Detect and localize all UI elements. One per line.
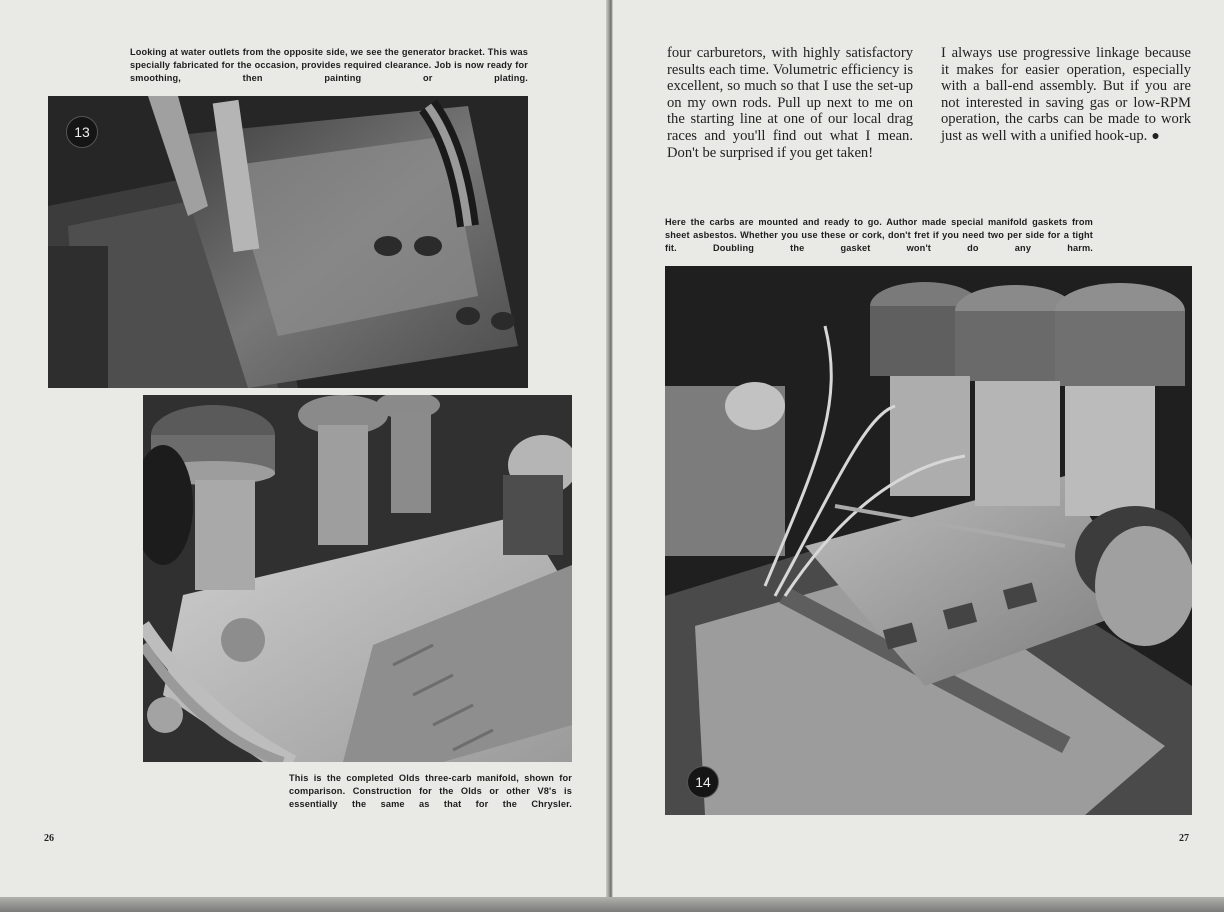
page-number-left: 26 xyxy=(44,833,54,844)
figure-13-badge: 13 xyxy=(66,116,98,148)
figure-14-badge: 14 xyxy=(687,766,719,798)
body-text-column-2-text: I always use progressive linkage because it makes for easier operation, especially with a ball-end assembly. But if you are not interested in saving gas or low-RPM operation, the carbs can be made to work just as well with a unified hook-up. xyxy=(941,45,1191,144)
photo-olds-three-carb-manifold xyxy=(143,395,572,762)
photo-13-caption: Looking at water outlets from the opposite side, we see the generator bracket. This was specially fabricated for the occasion, provides required clearance. Job is now ready for smoothing, then painting or plating. xyxy=(130,47,528,83)
body-text-column-2 xyxy=(941,45,1191,146)
photo-14-caption: Here the carbs are mounted and ready to go. Author made special manifold gaskets from sheet asbestos. Whether you use these or cork, don't fret if you need two per side for a tight fit. Doubling the gasket won't do any harm. xyxy=(665,217,1093,253)
end-of-article-mark: ● xyxy=(1151,128,1160,144)
right-page xyxy=(612,0,1224,897)
page-bottom-shadow xyxy=(0,897,1224,912)
photo-olds-caption: This is the completed Olds three-carb manifold, shown for comparison. Construction for the Olds or other V8's is essentially the same as that for the Chrysler. xyxy=(289,773,572,809)
left-page xyxy=(0,0,608,897)
page-number-right: 27 xyxy=(1179,833,1189,844)
photo-14-carbs-mounted xyxy=(665,266,1192,815)
body-text-column-1: four carburetors, with highly satisfactory results each time. Volumetric efficiency is excellent, so much so that I use the set-up on my own rods. Pull up next to me on the starting line at one of our local drag races and you'll find out what I mean. Don't be surprised if you get taken! xyxy=(667,45,913,161)
photo-13-chrysler-manifold xyxy=(48,96,528,388)
